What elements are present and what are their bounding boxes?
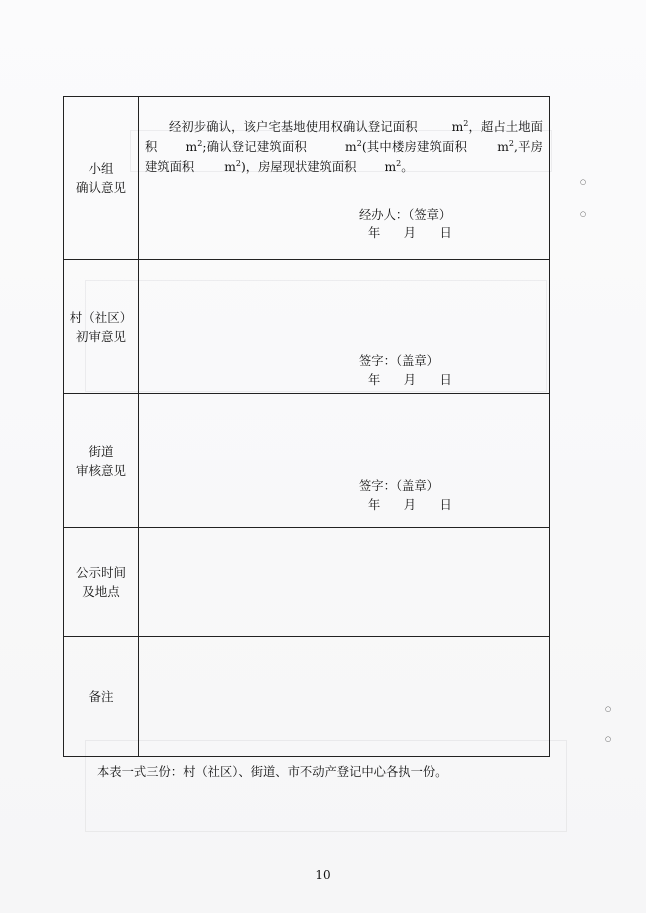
footnote: 本表一式三份：村（社区）、街道、市不动产登记中心各执一份。 — [97, 765, 448, 779]
unit-m: m — [224, 160, 236, 174]
row-content-street-review — [139, 394, 550, 528]
form-row-group-confirmation — [64, 97, 550, 260]
unit-m: m — [497, 140, 509, 154]
signature-line: 经办人：（签章） — [359, 208, 452, 222]
text-segment: 。 — [401, 160, 414, 174]
unit-superscript: 2 — [235, 158, 241, 168]
unit-m: m — [345, 140, 357, 154]
text-segment: (其中楼房建筑面积 — [361, 140, 468, 154]
label-line: 审核意见 — [75, 462, 126, 478]
unit-superscript: 2 — [197, 138, 203, 148]
text-segment: ;确认登记建筑面积 — [202, 140, 308, 154]
text-segment: ,平房建筑面积 — [145, 140, 543, 174]
form-row-village-review — [64, 260, 550, 394]
row-label-publicity — [64, 528, 139, 637]
label-line: 及地点 — [82, 584, 120, 599]
row-label-street-review — [64, 394, 139, 528]
form-row-publicity — [64, 528, 550, 637]
confirmation-form-table — [63, 96, 550, 757]
area-confirmation-paragraph — [145, 117, 543, 177]
form-row-remarks — [64, 637, 550, 757]
binding-hole-mark: ○ — [605, 735, 612, 743]
row-content-group-confirmation — [139, 97, 550, 260]
date-line: 年 月 日 — [368, 226, 452, 240]
text-segment: )，房屋现状建筑面积 — [240, 160, 357, 174]
text-segment: 经初步确认，该户宅基地使用权确认登记面积 — [169, 120, 418, 134]
page-number: 10 — [315, 868, 331, 882]
unit-m: m — [185, 140, 198, 154]
label-line: 备注 — [88, 689, 114, 704]
signature-line: 签字：（盖章） — [359, 354, 439, 368]
label-line: 确认意见 — [75, 180, 126, 195]
row-label-village-review — [64, 260, 139, 394]
signature-line: 签字：（盖章） — [359, 479, 439, 493]
row-content-remarks — [139, 637, 550, 757]
unit-superscript: 2 — [356, 138, 362, 148]
date-line: 年 月 日 — [368, 498, 452, 512]
date-line: 年 月 日 — [368, 373, 452, 387]
row-content-village-review — [139, 260, 550, 394]
label-line: 初审意见 — [75, 328, 126, 344]
binding-hole-mark: ○ — [580, 178, 587, 186]
row-label-group-confirmation — [64, 97, 139, 260]
text-segment: ，超占土地面积 — [145, 120, 543, 154]
unit-superscript: 2 — [396, 158, 402, 168]
binding-hole-mark: ○ — [580, 210, 587, 218]
row-label-remarks — [64, 637, 139, 757]
unit-m: m — [384, 160, 397, 174]
unit-superscript: 2 — [508, 138, 514, 148]
unit-superscript: 2 — [463, 118, 469, 128]
label-line: 公示时间 — [75, 565, 126, 580]
unit-m: m — [451, 120, 464, 134]
label-line: 村（社区） — [69, 309, 133, 325]
form-row-street-review — [64, 394, 550, 528]
label-line: 街道 — [88, 443, 114, 459]
label-line: 小组 — [88, 161, 114, 176]
row-content-publicity — [139, 528, 550, 637]
binding-hole-mark: ○ — [605, 705, 612, 713]
